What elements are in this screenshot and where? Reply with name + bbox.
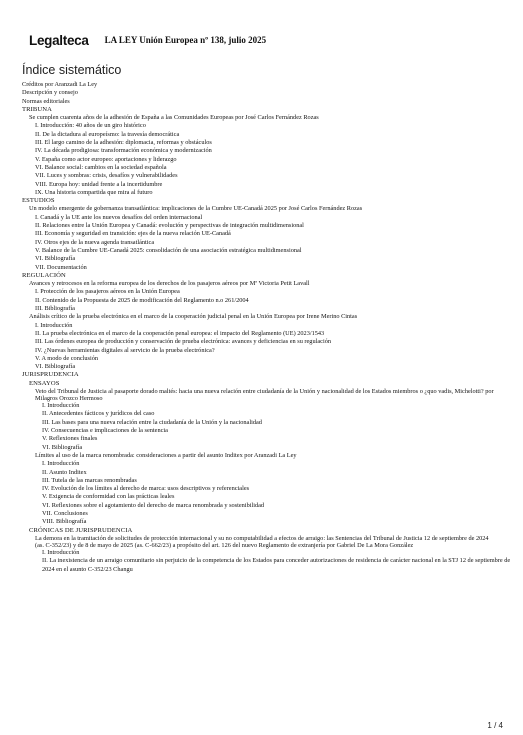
toc-subitem[interactable]: IV. Otros ejes de la nueva agenda transatlántica <box>35 238 155 246</box>
toc-item-descripcion[interactable]: Descripción y consejo <box>22 89 78 97</box>
toc-subitem[interactable]: VII. Luces y sombras: crisis, desafíos y vulnerabilidades <box>35 172 178 180</box>
toc-subsection-ensayos: ENSAYOS <box>29 379 60 387</box>
toc-subitem[interactable]: VIII. Europa hoy: unidad frente a la incertidumbre <box>35 180 163 188</box>
toc-section-tribuna: TRIBUNA <box>22 105 53 113</box>
toc-subitem[interactable]: VI. Bibliografía <box>42 443 83 451</box>
toc-subitem[interactable]: III. Las bases para una nueva relación entre la ciudadanía de la Unión y la nacionalidad <box>42 418 262 426</box>
toc-article[interactable]: Análisis crítico de la prueba electrónica en el marco de la cooperación judicial penal en la Unión Europea por Irene Merino Cintas <box>29 313 358 321</box>
toc-article[interactable]: Veto del Tribunal de Justicia al pasaporte dorado maltés: hacia una nueva relación entre ciudadanía de la Unión y nacionalidad de los Estados miembros o ¿quo vadis, Michelotti? por Milagros Orozco Hermoso <box>35 387 494 403</box>
toc-section-estudios: ESTUDIOS <box>22 197 55 205</box>
toc-subitem[interactable]: III. Tutela de las marcas renombradas <box>42 476 137 484</box>
header <box>29 33 266 47</box>
toc-article[interactable]: Avances y retrocesos en la reforma europea de los derechos de los pasajeros aéreos por Mª Victoria Petit Lavall <box>29 280 310 288</box>
toc-article[interactable]: La demora en la tramitación de solicitudes de protección internacional y su no computabilidad a efectos de arraigo: las Sentencias del Tribunal de Justicia 12 de septiembre de 2024 (as. C-352/23) y de 8 de mayo de 2025 (as. C-662/23) a propósito del art. 126 del nuevo Reglamento de extranjería por Gabriel De La Mora González <box>35 534 489 550</box>
toc-subitem[interactable]: I. Introducción: 40 años de un giro histórico <box>35 122 146 130</box>
toc-subitem[interactable]: IV. Evolución de los límites al derecho de marca: usos descriptivos y referenciales <box>42 485 250 493</box>
toc-subitem[interactable]: III. Las órdenes europea de producción y conservación de prueba electrónica: avances y deficiencias en su regulación <box>35 338 331 346</box>
toc-subitem[interactable]: V. A modo de conclusión <box>35 354 99 362</box>
toc-subitem[interactable]: IX. Una historia compartida que mira al futuro <box>35 188 153 196</box>
toc-subitem[interactable]: III. Economía y seguridad en transición: ejes de la nueva relación UE-Canadá <box>35 230 231 238</box>
toc-subitem[interactable]: V. Balance de la Cumbre UE-Canadá 2025: consolidación de una asociación estratégica multidimensional <box>35 246 302 254</box>
toc-article[interactable]: Límites al uso de la marca renombrada: consideraciones a partir del asunto Inditex por Aranzadi La Ley <box>35 451 297 459</box>
toc-subitem[interactable]: I. Introducción <box>42 402 80 410</box>
toc-subitem[interactable]: I. Canadá y la UE ante los nuevos desafíos del orden internacional <box>35 213 203 221</box>
toc-subitem[interactable]: III. El largo camino de la adhesión: diplomacia, reformas y obstáculos <box>35 139 212 147</box>
toc-subitem[interactable]: V. Exigencia de conformidad con las prácticas leales <box>42 493 175 501</box>
toc-subitem[interactable]: V. España como actor europeo: aportaciones y liderazgo <box>35 155 177 163</box>
toc-section-jurisprudencia: JURISPRUDENCIA <box>22 371 79 379</box>
toc-subitem[interactable]: I. Protección de los pasajeros aéreos en la Unión Europea <box>35 288 180 296</box>
toc-subitem[interactable]: II. La prueba electrónica en el marco de la cooperación penal europea: el impacto del Reglamento (UE) 2023/1543 <box>35 329 325 337</box>
toc-subitem[interactable]: I. Introducción <box>35 321 73 329</box>
legalteca-logo[interactable]: Legalteca <box>29 32 89 48</box>
toc-subitem[interactable]: VII. Conclusiones <box>42 510 88 518</box>
toc-subitem[interactable]: IV. Consecuencias e implicaciones de la sentencia <box>42 427 168 435</box>
toc-subitem[interactable]: II. Antecedentes fácticos y jurídicos del caso <box>42 410 155 418</box>
toc-item-normas[interactable]: Normas editoriales <box>22 97 70 105</box>
toc-section-regulacion: REGULACIÓN <box>22 271 66 279</box>
toc-item-creditos[interactable]: Créditos por Aranzadi La Ley <box>22 81 98 88</box>
toc-subitem[interactable]: IV. ¿Nuevas herramientas digitales al servicio de la prueba electrónica? <box>35 346 215 354</box>
toc-subitem[interactable]: VI. Bibliografía <box>35 255 76 263</box>
document-title: LA LEY Unión Europea nº 138, julio 2025 <box>104 35 267 45</box>
toc-subitem[interactable]: VIII. Bibliografía <box>42 518 87 526</box>
toc-article[interactable]: Se cumplen cuarenta años de la adhesión de España a las Comunidades Europeas por José Carlos Fernández Rozas <box>29 114 319 122</box>
toc-subitem[interactable]: II. Asunto Inditex <box>42 468 87 476</box>
toc-subitem[interactable]: II. De la dictadura al europeísmo: la travesía democrática <box>35 130 180 138</box>
toc-subitem[interactable]: VI. Reflexiones sobre el agotamiento del derecho de marca renombrada y sostenibilidad <box>42 501 265 509</box>
toc-subitem[interactable]: VI. Balance social: cambios en la sociedad española <box>35 163 167 171</box>
toc-subitem[interactable]: II. La inexistencia de un arraigo comunitario sin perjuicio de la competencia de los Estados para conceder autorizaciones de residencia de carácter nacional en la STJ 12 de septiembre de 2024 en el asunto C-352/23 Changu <box>42 557 511 573</box>
toc-subitem[interactable]: III. Bibliografía <box>35 305 75 313</box>
table-of-contents <box>0 81 523 574</box>
toc-subitem[interactable]: IV. La década prodigiosa: transformación económica y modernización <box>35 147 212 155</box>
toc-subsection-cronicas: CRÓNICAS DE JURISPRUDENCIA <box>29 526 133 534</box>
index-heading: Índice sistemático <box>22 63 122 77</box>
page-number: 1 / 4 <box>487 721 503 730</box>
toc-subitem[interactable]: I. Introducción <box>42 460 80 468</box>
toc-subitem[interactable]: VI. Bibliografía <box>35 363 76 371</box>
toc-subitem[interactable]: V. Reflexiones finales <box>42 435 98 443</box>
toc-subitem[interactable]: II. Relaciones entre la Unión Europea y Canadá: evolución y perspectivas de integración multidimensional <box>35 222 304 230</box>
toc-subitem[interactable]: I. Introducción <box>42 549 80 557</box>
toc-subitem[interactable]: VII. Documentación <box>35 263 87 271</box>
toc-article[interactable]: Un modelo emergente de gobernanza transatlántica: implicaciones de la Cumbre UE-Canadá 2025 por José Carlos Fernández Rozas <box>29 205 363 213</box>
toc-subitem[interactable]: II. Contenido de la Propuesta de 2025 de modificación del Reglamento n.o 261/2004 <box>35 296 249 304</box>
